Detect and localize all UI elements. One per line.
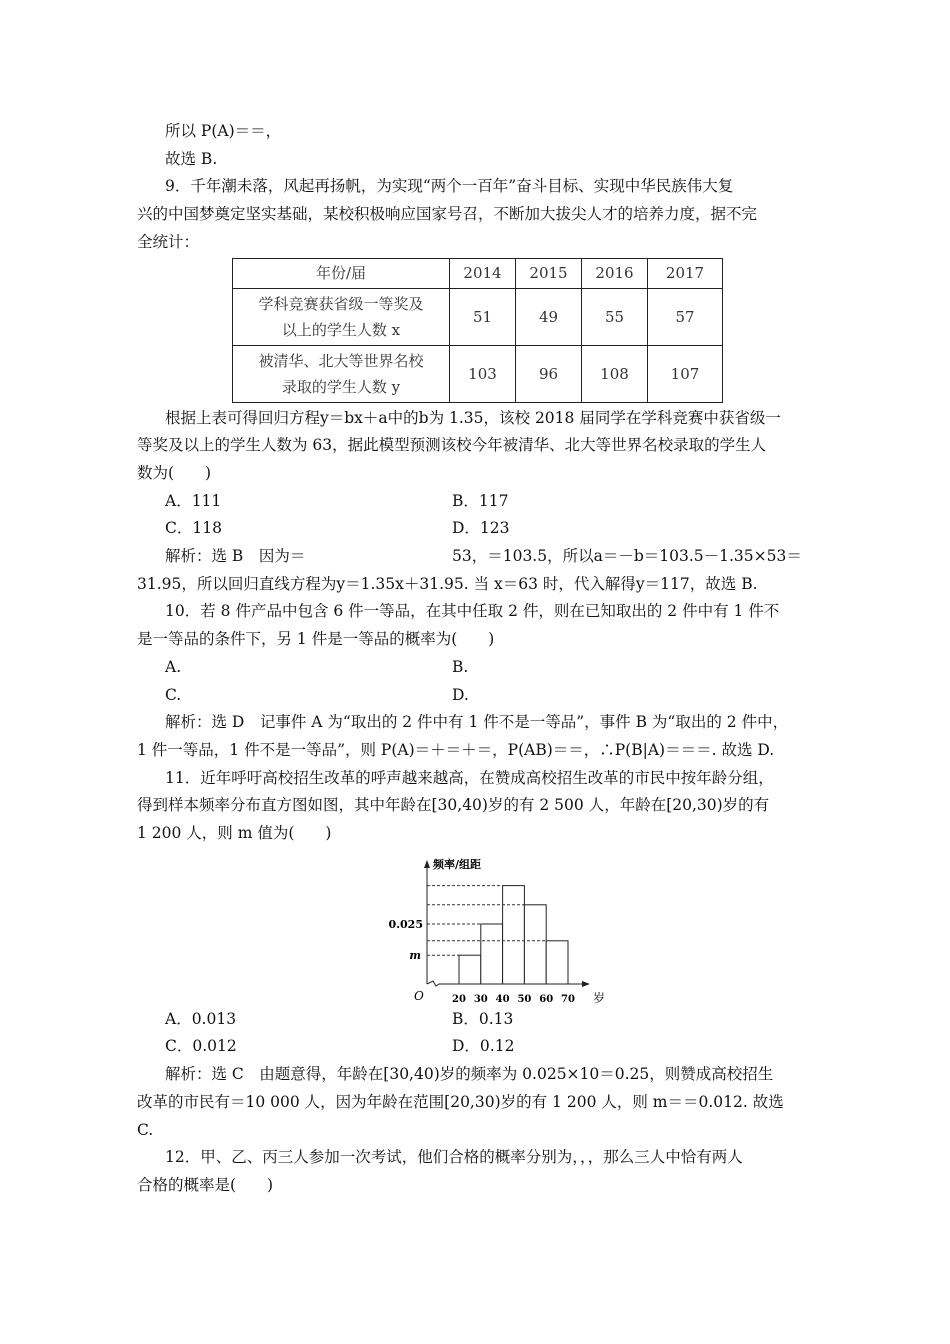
x-tick-label: 60 [539,993,554,1005]
q9-options-row-1 [137,488,817,516]
table-cell: 103 [450,345,516,402]
y-axis-label: 频率/组距 [433,857,482,871]
q11-option-c: C．0.012 [165,1037,237,1056]
q10-option-c: C. [165,685,182,704]
x-tick-label: 30 [473,993,488,1005]
q10-option-a: A. [165,657,182,676]
table-header: 2017 [648,258,723,288]
q9-option-d: D．123 [452,519,510,538]
x-axis-arrow-icon [582,981,590,987]
histogram-bar [503,885,525,983]
q11-solution-1: 解析：选 C 由题意得，年龄在[30,40)岁的频率为 0.025×10＝0.25，则赞成高校招生 [165,1065,774,1084]
table-cell: 51 [450,288,516,345]
q11-option-a: A．0.013 [165,1009,237,1028]
x-axis-label: 岁 [593,990,606,1005]
q11-option-b: B．0.13 [452,1009,514,1028]
prev-line-1: 所以 P(A)＝＝， [165,122,282,140]
row-label [233,345,450,402]
row-label-line: 学科竞赛获省级一等奖及 [258,294,424,313]
histogram-bar [459,955,481,984]
q9-option-b: B．117 [452,491,509,510]
table-cell: 107 [648,345,723,402]
document-body [137,118,817,1200]
y-tick-label: m [409,948,421,962]
histogram-bar [546,941,568,984]
q9-solution-row [137,543,817,571]
table-cell: 49 [516,288,582,345]
q9-stem-2: 兴的中国梦奠定坚实基础，某校积极响应国家号召，不断加大拔尖人才的培养力度，据不完 [137,205,758,224]
q11-stem-2: 得到样本频率分布直方图如图，其中年龄在[30,40)岁的有 2 500 人，年龄在[20,30)岁的有 [137,796,770,815]
q9-stem-3: 全统计： [137,232,200,251]
q11-stem-1: 11．近年呼吁高校招生改革的呼声越来越高，在赞成高校招生改革的市民中按年龄分组， [165,768,774,787]
x-tick-label: 70 [561,993,575,1005]
histogram-bar [524,905,546,984]
q10-solution-1: 解析：选 D 记事件 A 为“取出的 2 件中有 1 件不是一等品”，事件 B 为“取出的 2 件中， [165,713,789,732]
histogram-bar [481,924,503,984]
table-header-row [233,258,723,288]
q10-stem-2: 是一等品的条件下，另 1 件是一等品的概率为( ) [137,630,495,649]
row-label [233,288,450,345]
q10-options-row-2 [137,682,817,710]
q11-stem-3: 1 200 人，则 m 值为( ) [137,824,332,843]
q11-options-row-1 [137,1006,817,1034]
q12-stem-2: 合格的概率是( ) [137,1175,274,1194]
origin-label: O [414,988,424,1003]
y-tick-label: 0.025 [388,917,423,931]
table-cell: 57 [648,288,723,345]
q9-options-row-2 [137,515,817,543]
x-tick-label: 20 [452,993,466,1005]
q11-solution-3: C. [137,1120,154,1139]
histogram [380,850,606,1006]
table-row [233,345,723,402]
row-label-line: 被清华、北大等世界名校 [258,351,424,370]
table-header: 2015 [516,258,582,288]
x-tick-label: 50 [517,993,532,1005]
y-axis-arrow-icon [424,860,430,868]
histogram-container [380,850,817,1006]
q10-options-row-1 [137,654,817,682]
data-table [232,258,723,403]
q9-option-c: C．118 [165,519,222,538]
q9-solution-1: 解析：选 B 因为＝ [165,547,306,566]
table-header: 2016 [582,258,648,288]
q9-option-a: A．111 [165,491,222,510]
q10-option-d: D. [452,685,469,704]
q10-solution-2: 1 件一等品，1 件不是一等品”，则 P(A)＝＋＝＋＝，P(AB)＝＝，∴P(B|A)＝＝＝. 故选 D. [137,740,775,759]
row-label-line: 以上的学生人数 x [281,320,401,339]
q9-question-1: 根据上表可得回归方程y＝bx＋a中的b为 1.35，该校 2018 届同学在学科竞赛中获省级一 [165,408,781,427]
q9-question-2: 等奖及以上的学生人数为 63，据此模型预测该校今年被清华、北大等世界名校录取的学生人 [137,436,767,455]
table-header: 年份/届 [233,258,450,288]
table-cell: 108 [582,345,648,402]
q11-solution-2: 改革的市民有＝10 000 人，因为年龄在范围[20,30)岁的有 1 200 人，则 m＝＝0.012. 故选 [137,1092,784,1111]
q10-stem-1: 10．若 8 件产品中包含 6 件一等品，在其中任取 2 件，则在已知取出的 2 件中有 1 件不 [165,602,780,621]
q9-solution-1b: 53，＝103.5，所以a＝－b＝103.5－1.35×53＝ [452,547,802,566]
q9-solution-2: 31.95，所以回归直线方程为y＝1.35x＋31.95. 当 x＝63 时，代入解得y＝117，故选 B. [137,574,758,593]
table-row [233,288,723,345]
table-header: 2014 [450,258,516,288]
q11-options-row-2 [137,1033,817,1061]
q10-option-b: B. [452,657,469,676]
table-cell: 55 [582,288,648,345]
x-tick-label: 40 [495,993,510,1005]
q9-stem-1: 9．千年潮未落，风起再扬帆，为实现“两个一百年”奋斗目标、实现中华民族伟大复 [165,177,734,196]
q12-stem-1: 12．甲、乙、丙三人参加一次考试，他们合格的概率分别为，，，那么三人中恰有两人 [165,1148,743,1167]
row-label-line: 录取的学生人数 y [281,377,401,396]
q11-option-d: D．0.12 [452,1037,515,1056]
q9-question-3: 数为( ) [137,463,212,482]
table-cell: 96 [516,345,582,402]
prev-line-2: 故选 B. [165,149,218,168]
